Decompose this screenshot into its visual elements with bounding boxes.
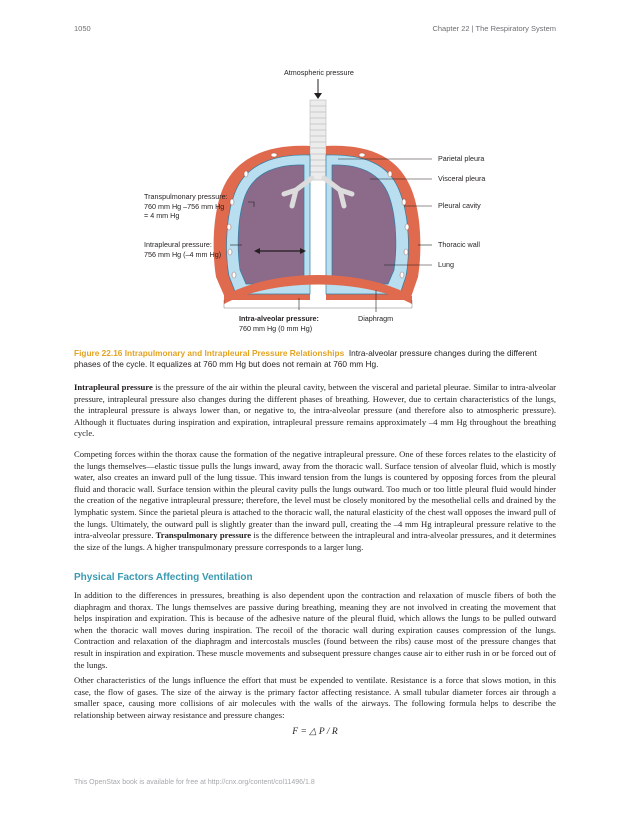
term-intrapleural: Intrapleural pressure <box>74 382 153 392</box>
paragraph-competing-forces <box>74 449 556 553</box>
p2-text-b: is the difference between the intrapleural and intra-alveolar pressures, and it determines the size of the lungs. A higher transpulmonary pressure corresponds to a larger lung. <box>74 530 557 552</box>
paragraph-intrapleural <box>74 382 556 440</box>
trachea <box>310 100 326 180</box>
p3-text: In addition to the differences in pressures, breathing is also dependent upon the contraction and relaxation of muscle fibers of both the diaphragm and thorax. The lungs themselves are passive during breathing, meaning they are not involved in creating the movement that helps inspiration and expiration. This is because of the adhesive nature of the pleural fluid, which allows the lungs to be pulled outward when the thoracic wall moves during inspiration. The recoil of the thoracic wall during expiration causes compression of the lungs. Contraction and relaxation of the diaphragm and intercostals muscles (found between the ribs) cause most of the pressure changes that result in inspiration and expiration. These muscle movements and subsequent pressure changes cause air to either rush in or be forced out of the lungs. <box>74 590 556 670</box>
label-intrapleural-2: 756 mm Hg (–4 mm Hg) <box>144 249 222 259</box>
label-atmospheric: Atmospheric pressure <box>284 68 354 77</box>
label-intrapleural <box>144 240 221 259</box>
label-intraalveolar-1: Intra-alveolar pressure: <box>239 314 319 323</box>
label-pleural-cavity: Pleural cavity <box>438 201 481 210</box>
label-intraalveolar <box>239 314 319 333</box>
p4-text: Other characteristics of the lungs influence the effort that must be expended to ventilate. Resistance is a force that slows motion, in this case, the flow of gases. The size of the airway is the primary factor affecting resistance. A small tubular diameter forces air through a smaller space, causing more collisions of air molecules with the walls of the airways. The following formula helps to describe the relationship between airway resistance and pressure changes: <box>74 675 556 720</box>
label-lung: Lung <box>438 260 454 269</box>
label-transpulmonary-3: = 4 mm Hg <box>144 211 180 221</box>
label-intraalveolar-2: 760 mm Hg (0 mm Hg) <box>239 323 313 333</box>
p1-text: is the pressure of the air within the pleural cavity, between the visceral and parietal pleurae. Similar to intra-alveolar pressure, intrapleural pressure also changes during the different phases of breathing. However, due to certain characteristics of the lungs, the intrapleural pressure is always lower than, or negative to, the intra-alveolar pressure (and therefore also to atmospheric pressure). Although it fluctuates during inspiration and expiration, intrapleural pressure remains approximately –4 mm Hg throughout the breathing cycle. <box>74 382 556 439</box>
p2-text-a: Competing forces within the thorax cause the formation of the negative intrapleural pressure. One of these forces relates to the elasticity of the lungs themselves—elastic tissue pulls the lungs inward, away from the thoracic wall. Surface tension of alveolar fluid, which is mostly water, also creates an inward pull of the lung tissue. This inward tension from the lungs is countered by opposing forces from the pleural fluid and thoracic wall. Surface tension within the pleural cavity pulls the lungs outward. Too much or too little pleural fluid would hinder the creation of the negative intrapleural pressure; therefore, the level must be closely monitored by the mesothelial cells and drained by the lymphatic system. Since the parietal pleura is attached to the thoracic wall, the natural elasticity of the chest wall opposes the inward pull of the lungs. Ultimately, the outward pull is slightly greater than the inward pull, creating the –4 mm Hg intrapleural pressure relative to the intra-alveolar pressure. <box>74 449 556 541</box>
label-diaphragm: Diaphragm <box>358 314 394 323</box>
paragraph-resistance <box>74 675 556 721</box>
section-title: Physical Factors Affecting Ventilation <box>74 572 253 583</box>
label-transpulmonary-2: 760 mm Hg –756 mm Hg <box>144 201 225 211</box>
figure-caption <box>74 348 556 370</box>
atmospheric-arrow-icon <box>314 79 322 99</box>
label-transpulmonary <box>144 192 228 221</box>
term-transpulmonary: Transpulmonary pressure <box>155 530 252 541</box>
page-footer: This OpenStax book is available for free at http://cnx.org/content/col11496/1.8 <box>74 779 315 786</box>
figure-lung-pressures <box>74 62 556 340</box>
label-transpulmonary-1: Transpulmonary pressure: <box>144 192 228 201</box>
caption-title: Figure 22.16 Intrapulmonary and Intrapleural Pressure Relationships <box>74 348 345 358</box>
label-parietal-pleura: Parietal pleura <box>438 154 485 163</box>
label-thoracic-wall: Thoracic wall <box>438 240 480 249</box>
paragraph-physical-factors <box>74 590 556 671</box>
label-intrapleural-1: Intrapleural pressure: <box>144 240 212 249</box>
chapter-title: Chapter 22 | The Respiratory System <box>432 24 556 33</box>
label-visceral-pleura: Visceral pleura <box>438 174 486 183</box>
caption-text: Intra-alveolar pressure changes during the different phases of the cycle. It equalizes at 760 mm Hg but does not remain at 760 mm Hg. <box>74 348 537 369</box>
formula: F = △ P / R <box>292 727 338 737</box>
page-number: 1050 <box>74 24 91 33</box>
